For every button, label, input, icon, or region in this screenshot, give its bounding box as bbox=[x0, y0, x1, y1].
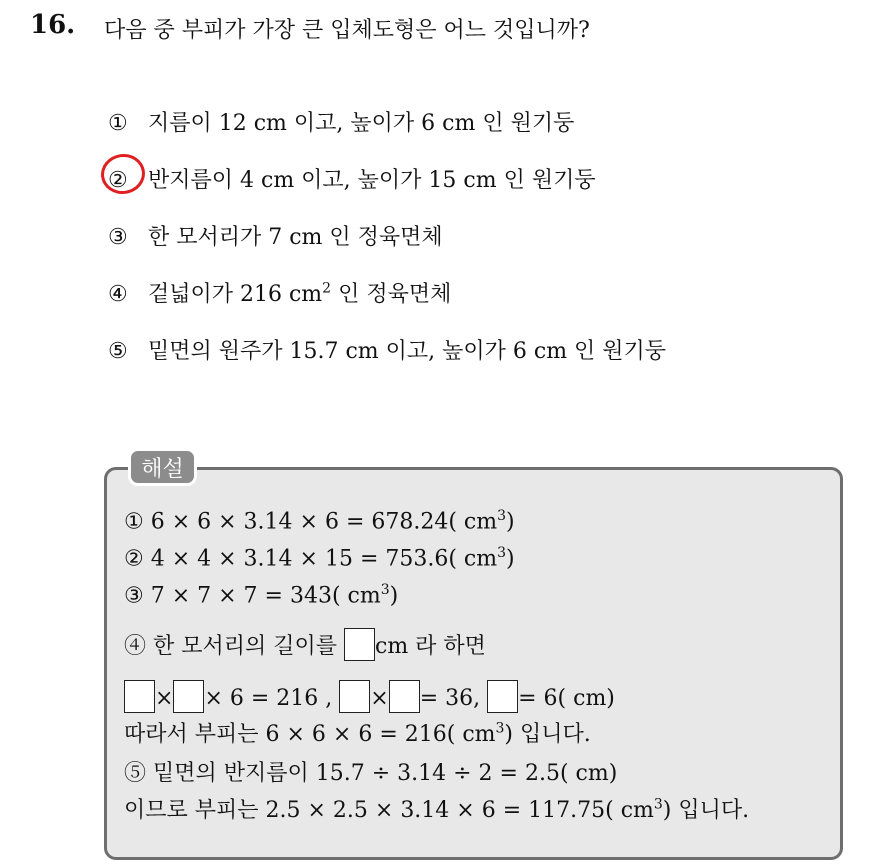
option-number: ⑤ bbox=[108, 339, 128, 364]
solution-line-4: ④ 한 모서리의 길이를 cm 라 하면 bbox=[124, 628, 486, 661]
solution-line-3: ③ 7 × 7 × 7 = 343( $cm^3$) bbox=[124, 582, 399, 609]
option-text: 겉넓이가 216 $cm^2$ 인 정육면체 bbox=[148, 280, 452, 307]
option-2[interactable] bbox=[108, 163, 596, 194]
blank-box bbox=[339, 680, 370, 713]
option-1[interactable] bbox=[108, 106, 574, 137]
solution-line-2: ② 4 × 4 × 3.14 × 15 = 753.6( $cm^3$) bbox=[124, 545, 515, 572]
blank-box bbox=[487, 680, 518, 713]
blank-box bbox=[173, 680, 204, 713]
solution-line-1: ① 6 × 6 × 3.14 × 6 = 678.24( $cm^3$) bbox=[124, 508, 515, 535]
option-number: ④ bbox=[108, 282, 128, 307]
blank-box bbox=[389, 680, 420, 713]
solution-line-7: ⑤ 밑면의 반지름이 15.7 ÷ 3.14 ÷ 2 = 2.5( cm) bbox=[124, 761, 618, 786]
blank-box bbox=[124, 680, 155, 713]
solution-line-8: 이므로 부피는 2.5 × 2.5 × 3.14 × 6 = 117.75( $cm^3$) 입니다. bbox=[124, 796, 750, 823]
option-number: ① bbox=[108, 111, 128, 136]
question-text: 다음 중 부피가 가장 큰 입체도형은 어느 것입니까? bbox=[104, 18, 590, 43]
option-text: 한 모서리가 7 cm 인 정육면체 bbox=[148, 225, 443, 250]
option-3[interactable] bbox=[108, 220, 443, 251]
solution-tag: 해설 bbox=[128, 448, 197, 486]
option-text: 밑면의 원주가 15.7 cm 이고, 높이가 6 cm 인 원기둥 bbox=[148, 339, 667, 364]
option-number: ② bbox=[108, 168, 128, 193]
blank-box bbox=[344, 628, 375, 661]
option-number: ③ bbox=[108, 225, 128, 250]
solution-line-5: × × 6 = 216 , × = 36, = 6( cm) bbox=[124, 680, 615, 713]
option-text: 지름이 12 cm 이고, 높이가 6 cm 인 원기둥 bbox=[148, 111, 575, 136]
question-number: 16. bbox=[30, 10, 76, 40]
option-text: 반지름이 4 cm 이고, 높이가 15 cm 인 원기둥 bbox=[148, 168, 596, 193]
option-4[interactable] bbox=[108, 277, 451, 308]
option-5[interactable] bbox=[108, 334, 666, 365]
solution-line-6: 따라서 부피는 6 × 6 × 6 = 216( $cm^3$) 입니다. bbox=[124, 720, 591, 747]
